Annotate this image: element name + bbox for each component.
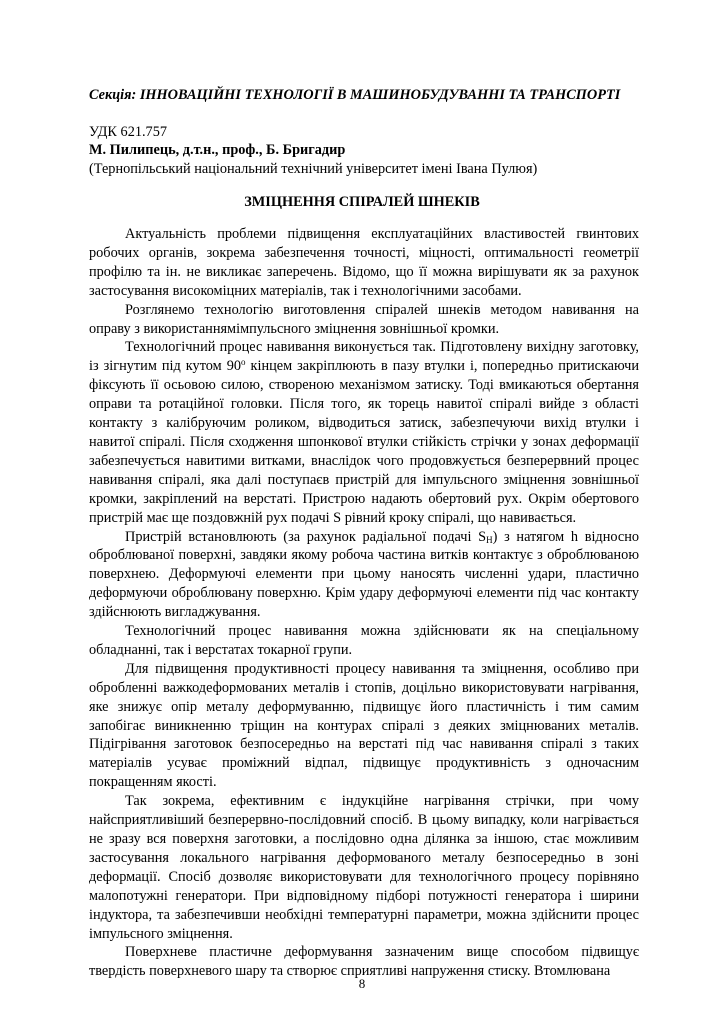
paragraph-text: ) з натягом h відносно оброблюваної поверхні, завдяки якому робоча частина витків контактує з оброблюваною поверхнею. Деформуючі елементи при цьому наносять численні удари, пластично деформуючи оброблювану поверхню. Крім удару деформуючі елементи під час контакту здійснюють вигладжування.: [89, 528, 639, 621]
degree-superscript: о: [241, 357, 246, 368]
paragraph: [89, 528, 639, 623]
affiliation-line: (Тернопільський національний технічний університет імені Івана Пулюя): [89, 161, 538, 177]
authors-line: М. Пилипець, д.т.н., проф., Б. Бригадир: [89, 142, 346, 158]
paragraph: Технологічний процес навивання можна здійснювати як на спеціальному обладнанні, так і верстатах токарної групи.: [89, 623, 639, 658]
paragraph: [89, 338, 639, 527]
udk-code: УДК 621.757: [89, 124, 168, 140]
paragraph-text: Пристрій встановлюють (за рахунок радіальної подачі S: [125, 528, 487, 545]
paragraph-text: кінцем закріплюють в пазу втулки і, попередньо притискаючи фіксують її осьовою силою, створеною механізмом затиску. Тоді вмикаються обертання оправи та ротаційної головки. Після того, як торець навитої спіралі вийде з області контакту з калібруючим роликом, відводиться затиск, забезпечуючи вихід втулки і навитої спіралі. Після сходження шпонкової втулки стійкість стрічки у зонах деформації забезпечується навитими витками, внаслідок чого продовжується безперервний процес навивання спіралі, яка далі поступаєв пристрій для імпульсного зміцнення зовнішньої кромки, закріплений на верстаті. Пристрою надають обертовий рух. Окрім обертового пристрій має ще поздовжній рух подачі S рівний кроку спіралі, що навивається.: [89, 358, 639, 526]
feed-subscript: H: [486, 534, 493, 545]
paragraph: Розглянемо технологію виготовлення спіралей шнеків методом навивання на оправу з використаннямімпульсного зміцнення зовнішньої кромки.: [89, 301, 639, 337]
page-number: 8: [358, 976, 366, 991]
paragraph: Поверхневе пластичне деформування зазначеним вище способом підвищує твердість поверхневого шару та створює сприятливі напруження стиску. Втомлювана: [89, 944, 639, 980]
paper-title: ЗМІЦНЕННЯ СПІРАЛЕЙ ШНЕКІВ: [244, 194, 480, 210]
article-body: [89, 225, 639, 981]
paragraph-text: Технологічний процес навивання виконується так. Підготовлену вихідну заготовку, із зігнутим під кутом 90: [89, 339, 639, 375]
paragraph: Так зокрема, ефективним є індукційне нагрівання стрічки, при чому найсприятливіший безперервно-послідовний спосіб. В цьому випадку, коли нагрівається не зразу вся поверхня заготовки, а послідовно одна ділянка за іншою, стає можливим застосування локального нагрівання деформованого металу безпосередньо в зоні деформації. Спосіб дозволяє використовувати для технологічного процесу порівняно малопотужні генератори. При відповідному підборі потужності генератора і ширини індуктора, та забезпечивши необхідні температурні параметри, можна здійснити процес імпульсного зміцнення.: [89, 793, 639, 942]
paragraph: Для підвищення продуктивності процесу навивання та зміцнення, особливо при обробленні важкодеформованих металів і стопів, доцільно використовувати нагрівання, яке знижує опір металу деформуванню, підвищує його пластичність і тим самим запобігає виникненню тріщин на контурах спіралі з деяких зміцнюваних металів. Підігрівання заготовок безпосередньо на верстаті під час навивання спіралі з таких матеріалів усуває проміжний відпал, підвищує продуктивність з одночасним покращенням якості.: [89, 660, 639, 791]
paragraph: Актуальність проблеми підвищення експлуатаційних властивостей гвинтових робочих органів, зокрема забезпечення точності, міцності, оптимальності геометрії профілю та ін. не викликає заперечень. Відомо, що її можна вирішувати як за рахунок застосування високоміцних матеріалів, так і технологічними засобами.: [89, 226, 639, 299]
section-heading: Секція: ІННОВАЦІЙНІ ТЕХНОЛОГІЇ В МАШИНОБУДУВАННІ ТА ТРАНСПОРТІ: [89, 87, 621, 103]
